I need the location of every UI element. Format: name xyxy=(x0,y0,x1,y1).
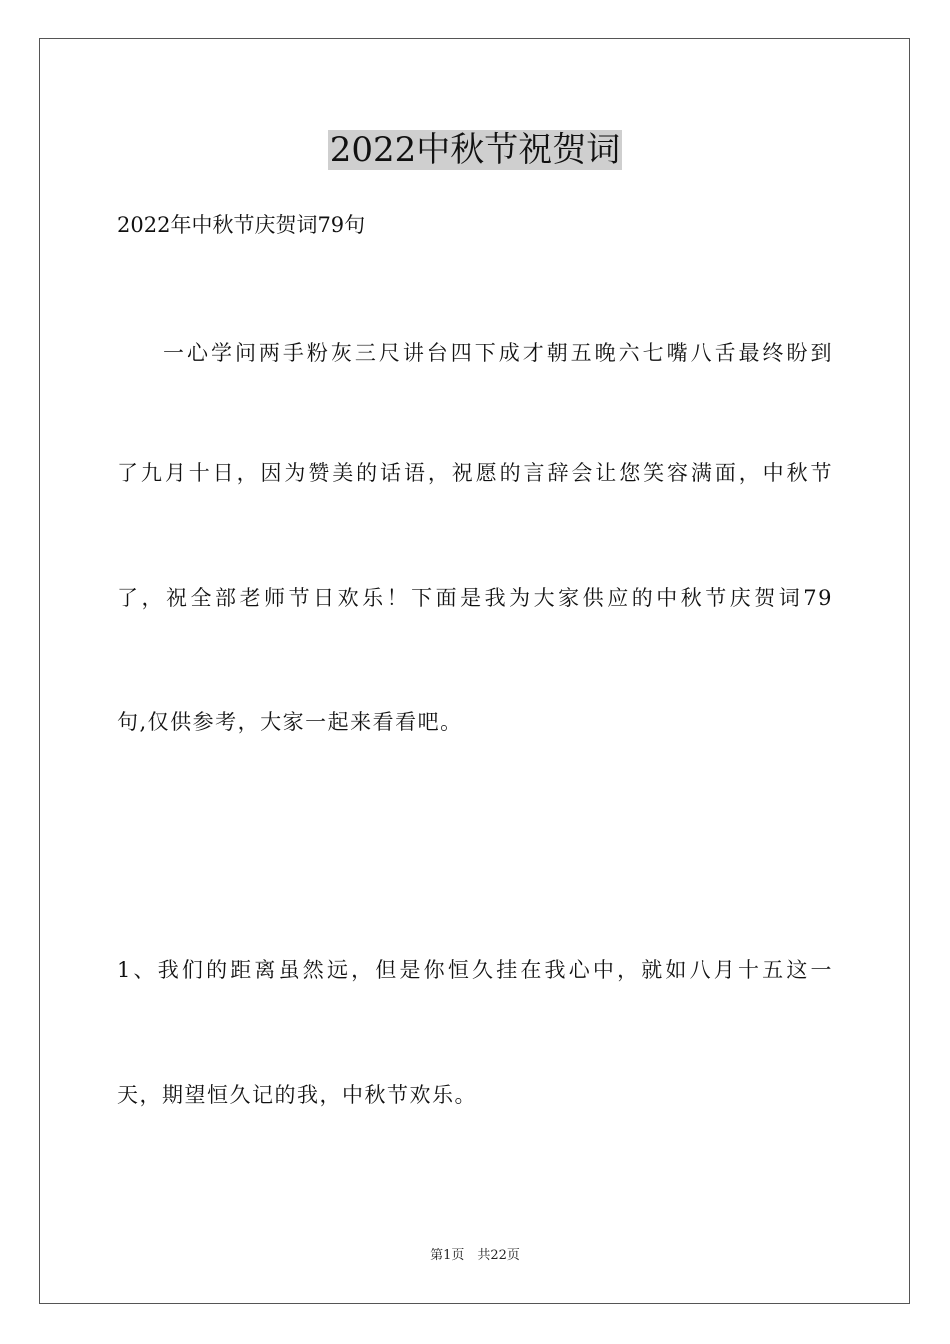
intro-line-1: 一心学问两手粉灰三尺讲台四下成才朝五晚六七嘴八舌最终盼到 xyxy=(163,341,833,365)
intro-line-4: 句,仅供参考，大家一起来看看吧。 xyxy=(117,710,463,734)
document-subtitle: 2022年中秋节庆贺词79句 xyxy=(117,213,366,237)
intro-line-2: 了九月十日，因为赞美的话语，祝愿的言辞会让您笑容满面，中秋节 xyxy=(117,461,833,485)
document-title xyxy=(0,128,950,172)
page-number-footer: 第1页 共22页 xyxy=(430,1248,520,1263)
item-1-line-2: 天，期望恒久记的我，中秋节欢乐。 xyxy=(117,1083,477,1107)
intro-line-3: 了，祝全部老师节日欢乐！下面是我为大家供应的中秋节庆贺词79 xyxy=(117,586,833,610)
document-title-text: 2022中秋节祝贺词 xyxy=(329,130,621,170)
item-1-line-1: 1、我们的距离虽然远，但是你恒久挂在我心中，就如八月十五这一 xyxy=(117,958,833,982)
